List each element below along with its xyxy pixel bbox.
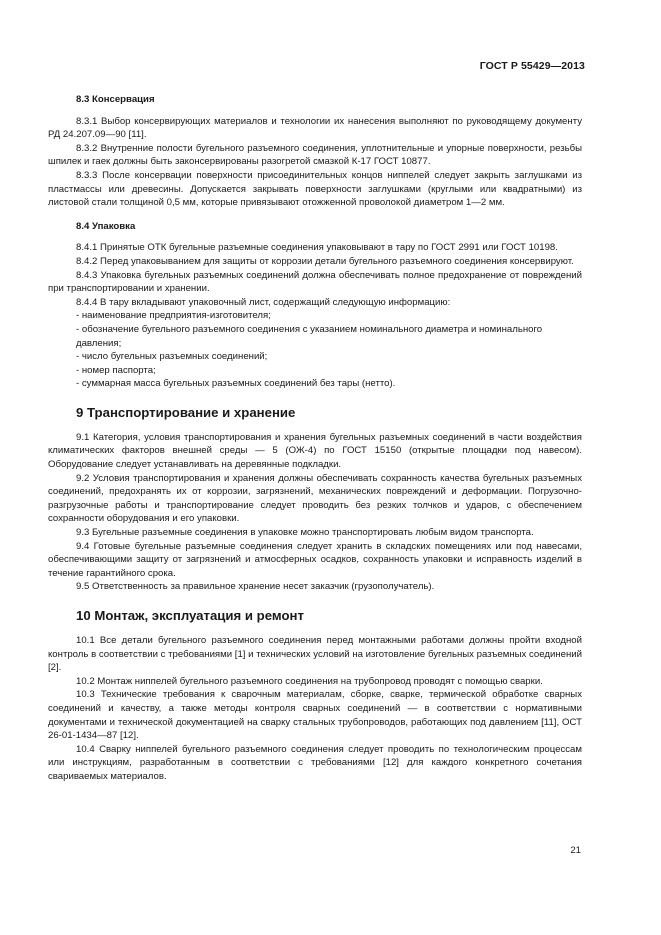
section-9-title: 9 Транспортирование и хранение (76, 404, 296, 420)
paragraph-8-4-1: 8.4.1 Принятые ОТК бугельные разъемные соединения упаковывают в тару по ГОСТ 2991 или ГОСТ 10198. (76, 242, 558, 254)
document-body (48, 93, 582, 784)
paragraph-8-4-3: 8.4.3 Упаковка бугельных разъемных соединений должна обеспечивать полное предохранение от повреждений при транспортировании и хранении. (48, 269, 582, 295)
list-item: - наименование предприятия-изготовителя; (76, 310, 271, 322)
paragraph-9-5: 9.5 Ответственность за правильное хранение несет заказчик (грузополучатель). (76, 581, 435, 593)
paragraph-10-2: 10.2 Монтаж ниппелей бугельного разъемного соединения на трубопровод проводят с помощью сварки. (76, 675, 543, 687)
section-8-4-title: 8.4 Упаковка (76, 220, 136, 232)
section-10-title: 10 Монтаж, эксплуатация и ремонт (76, 608, 304, 623)
paragraph-8-3-2: 8.3.2 Внутренние полости бугельного разъемного соединения, уплотнительные и упорные поверхности, резьбы шпилек и гаек должны быть законсервированы разогретой смазкой К-17 ГОСТ 10877. (48, 142, 582, 168)
paragraph-9-4: 9.4 Готовые бугельные разъемные соединения следует хранить в складских помещениях или под навесами, обеспечивающими защиту от загрязнений и атмосферных осадков, сохранность упаковки и исправность изделий в течение гарантийного срока. (48, 540, 582, 579)
paragraph-8-4-4: 8.4.4 В тару вкладывают упаковочный лист, содержащий следующую информацию: (76, 296, 451, 308)
page-number: 21 (570, 845, 581, 856)
list-item: - суммарная масса бугельных разъемных соединений без тары (нетто). (76, 378, 396, 390)
list-item: - номер паспорта; (76, 364, 156, 376)
list-item: - обозначение бугельного разъемного соединения с указанием номинального диаметра и номинального давления; (76, 323, 543, 349)
paragraph-10-4: 10.4 Сварку ниппелей бугельного разъемного соединения следует проводить по технологическим процессам или инструкциям, разработанным в соответствии с требованиями [12] для каждого конкретного сочетания свариваемых материалов. (48, 743, 582, 782)
paragraph-9-1: 9.1 Категория, условия транспортирования и хранения бугельных разъемных соединений в части воздействия климатических факторов внешней среды — 5 (ОЖ-4) по ГОСТ 15150 (открытые площадки под навесом). Оборудование следует устанавливать на деревянные подкладки. (48, 431, 582, 471)
section-8-3-title: 8.3 Консервация (76, 94, 155, 105)
paragraph-10-1: 10.1 Все детали бугельного разъемного соединения перед монтажными работами должны пройти входной контроль в соответствии с требованиями [1] и технических условий на изготовление бугельных разъемных соединений [2]. (48, 635, 582, 674)
paragraph-10-3: 10.3 Технические требования к сварочным материалам, сборке, сварке, термической обработке сварных соединений и качеству, а также методы контроля сварных соединений — в соответствии с нормативными документами и технической документацией на сварку стальных трубопроводов, работающих под давлением [11], ОСТ 26-01-1434—87 [12]. (48, 689, 582, 742)
paragraph-9-2: 9.2 Условия транспортирования и хранения должны обеспечивать сохранность качества бугельных разъемных соединений, предохранять их от коррозии, загрязнений, механических повреждений и деформации. Погрузочно-разгрузочные работы и транспортирование следует проводить без резких толчков и ударов, с обеспечением сохранности оборудования и его упаковки. (48, 472, 582, 525)
paragraph-8-3-1: 8.3.1 Выбор консервирующих материалов и технологии их нанесения выполняют по руководящему документу РД 24.207.09—90 [11]. (48, 115, 582, 141)
paragraph-8-4-2: 8.4.2 Перед упаковыванием для защиты от коррозии детали бугельного разъемного соединения консервируют. (76, 255, 574, 267)
paragraph-8-3-3: 8.3.3 После консервации поверхности присоединительных концов ниппелей следует закрыть заглушками из пластмассы или древесины. Допускается закрывать поверхности заглушками (круглыми или квадратными) из листовой стали толщиной 0,5 мм, которые привязывают отожженной проволокой диаметром 1—2 мм. (48, 169, 582, 209)
paragraph-9-3: 9.3 Бугельные разъемные соединения в упаковке можно транспортировать любым видом транспорта. (76, 527, 534, 539)
document-code: ГОСТ Р 55429—2013 (479, 60, 585, 72)
list-item: - число бугельных разъемных соединений; (76, 351, 268, 363)
